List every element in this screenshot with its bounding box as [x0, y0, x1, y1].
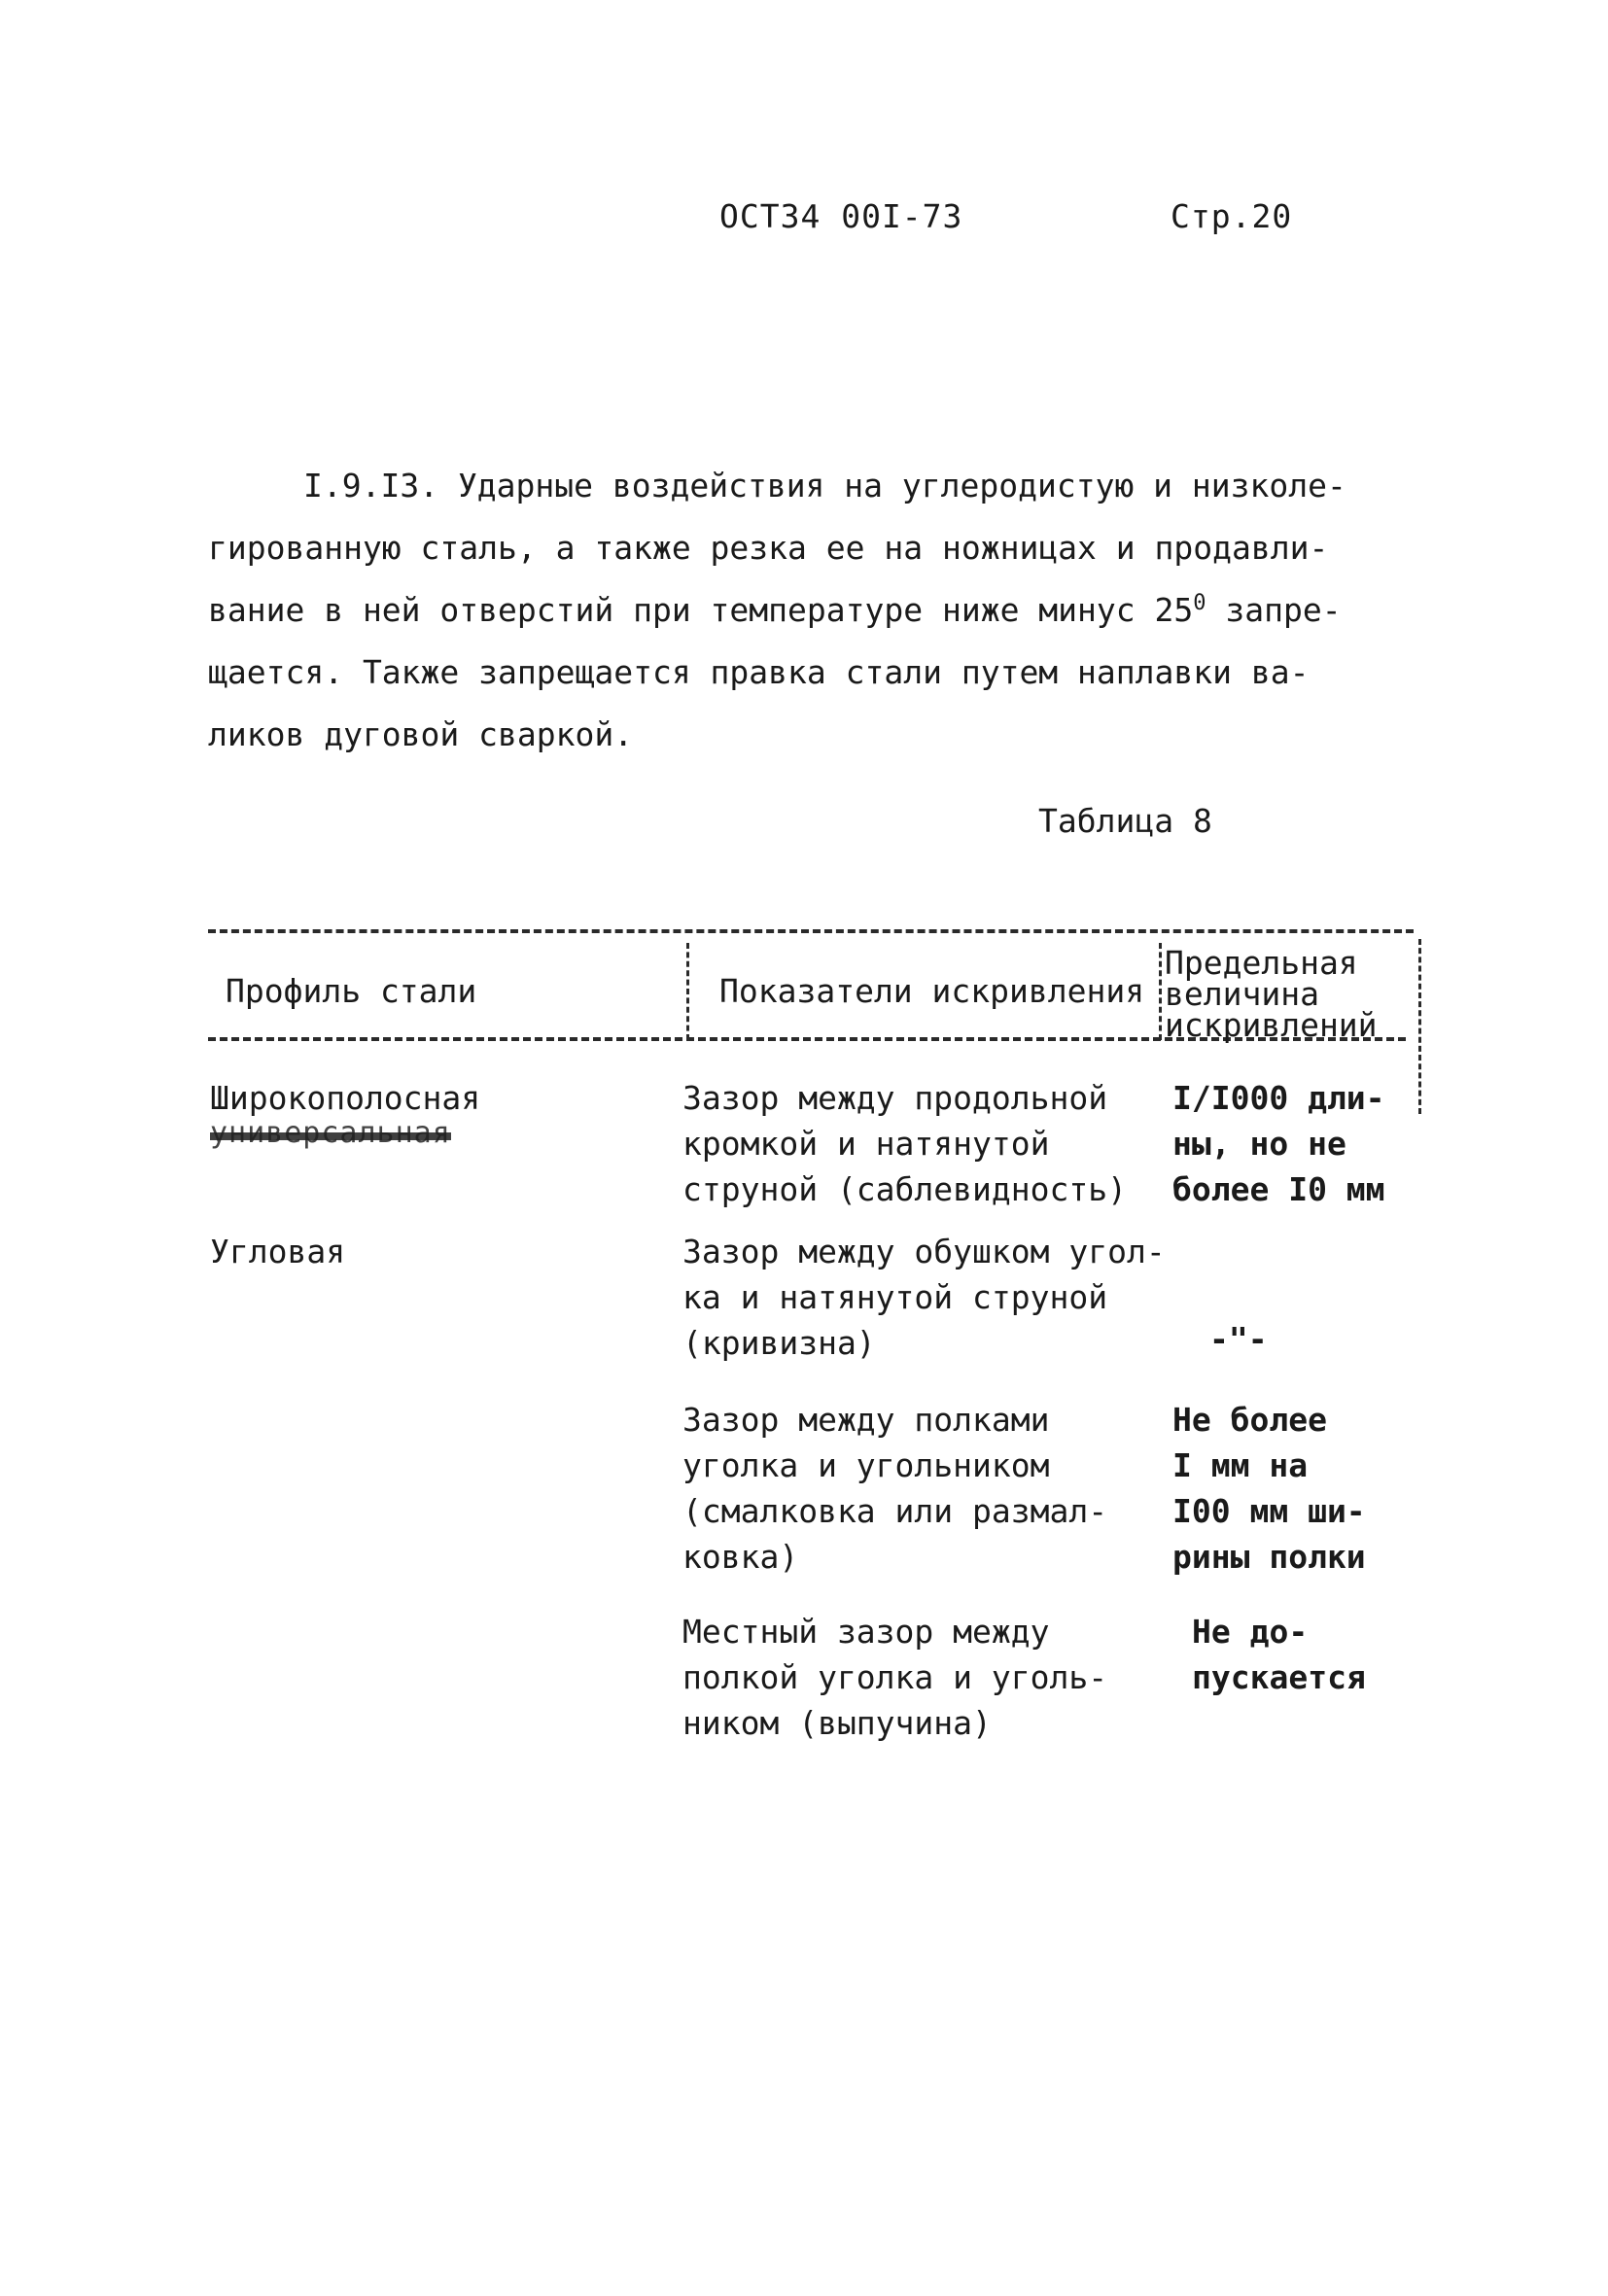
table-caption: Таблица 8: [1038, 802, 1212, 840]
paragraph-line: ликов дуговой сваркой.: [208, 715, 634, 753]
page-number: Стр.20: [1171, 197, 1293, 235]
table-top-rule: [208, 929, 1414, 933]
paragraph-line: I.9.I3. Ударные воздействия на углеродистую и низколе-: [303, 467, 1346, 504]
header-limit: Предельная величина искривлений: [1165, 944, 1378, 1044]
row1-profile-struck: универсальная: [210, 1116, 451, 1150]
row2-limit-ditto: -"-: [1209, 1320, 1268, 1358]
paragraph-line-text: вание в ней отверстий при температуре ниже минус 25: [208, 591, 1194, 629]
row1-indicators: Зазор между продольной кромкой и натянутой струной (саблевидность): [682, 1079, 1127, 1208]
row4-limit: Не до- пускается: [1192, 1613, 1366, 1696]
table-right-edge: [1418, 939, 1421, 1114]
header-profile: Профиль стали: [226, 972, 477, 1010]
row2-indicators: Зазор между обушком угол- ка и натянутой струной (кривизна): [682, 1233, 1166, 1362]
paragraph-line: [208, 579, 1360, 642]
row2-profile: Угловая: [210, 1233, 346, 1270]
row4-indicators: Местный зазор между полкой уголка и уголь- ником (выпучина): [682, 1613, 1108, 1742]
paragraph-line: щается. Также запрещается правка стали путем наплавки ва-: [208, 653, 1310, 691]
paragraph-line: гированную сталь, а также резка ее на ножницах и продавли-: [208, 529, 1329, 567]
degree-superscript: 0: [1193, 591, 1206, 615]
header-indicators: Показатели искривления: [719, 972, 1145, 1010]
row1-profile: Широкополосная: [210, 1079, 481, 1117]
column-divider: [686, 943, 689, 1040]
row3-limit: Не более I мм на I00 мм ши- рины полки: [1172, 1401, 1366, 1576]
column-divider: [1159, 943, 1162, 1040]
paragraph-1-9-13: [208, 455, 1360, 766]
paragraph-line-tail: запре-: [1206, 591, 1342, 629]
row1-limit: I/I000 дли- ны, но не более I0 мм: [1172, 1079, 1385, 1208]
document-code: ОСТ34 00I-73: [719, 197, 963, 235]
row3-indicators: Зазор между полками уголка и угольником (смалковка или размал- ковка): [682, 1401, 1108, 1576]
